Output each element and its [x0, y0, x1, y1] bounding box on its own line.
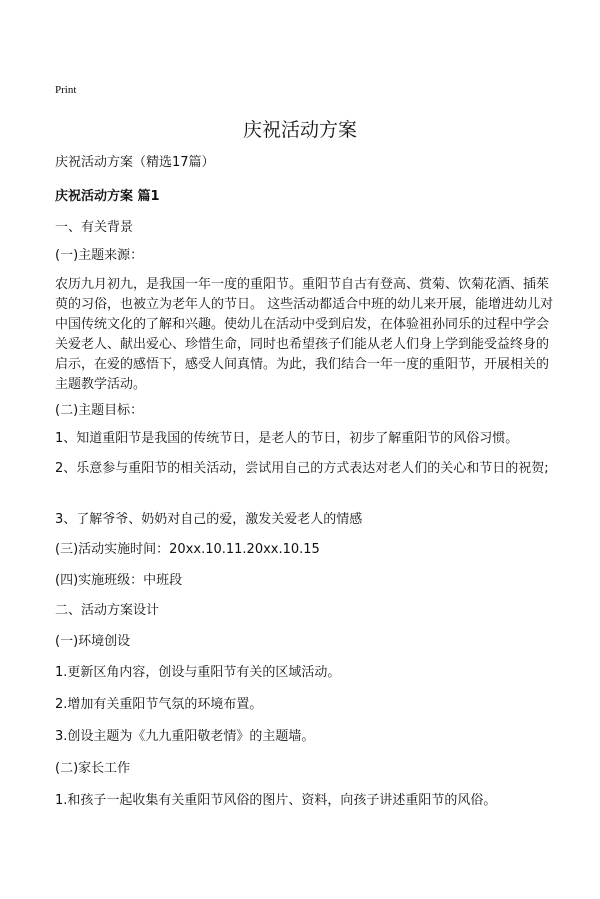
paragraph-goal-2: 2、乐意参与重阳节的相关活动，尝试用自己的方式表达对老人们的关心和节日的祝贺; — [55, 461, 549, 476]
paragraph-goal-1: 1、知道重阳节是我国的传统节日，是老人的节日，初步了解重阳节的风俗习惯。 — [55, 431, 519, 446]
paragraph-background-heading: 一、有关背景 — [55, 220, 134, 235]
paragraph-environment-item-3: 3.创设主题为《九九重阳敬老情》的主题墙。 — [55, 729, 315, 744]
paragraph-environment-heading: (一)环境创设 — [55, 634, 131, 649]
paragraph-environment-item-1: 1.更新区角内容，创设与重阳节有关的区域活动。 — [55, 665, 341, 680]
document-title: 庆祝活动方案 — [242, 119, 357, 141]
paragraph-activity-design-heading: 二、活动方案设计 — [55, 603, 160, 618]
paragraph-activity-time: (三)活动实施时间：20xx.10.11.20xx.10.15 — [55, 542, 320, 557]
paragraph-parent-work-heading: (二)家长工作 — [55, 761, 131, 776]
print-label: Print — [55, 84, 77, 96]
paragraph-environment-item-2: 2.增加有关重阳节气氛的环境布置。 — [55, 697, 263, 712]
paragraph-theme-goals-heading: (二)主题目标： — [55, 403, 144, 418]
paragraph-theme-source-heading: (一)主题来源： — [55, 248, 144, 263]
paragraph-theme-source-body: 农历九月初九，是我国一年一度的重阳节。重阳节自古有登高、赏菊、饮菊花酒、插茱萸的习俗，也被立为老年人的节日。 这些活动都适合中班的幼儿来开展，能增进幼儿对中国传统文化的了解和兴趣。使幼儿在活动中受到启发，在体验祖孙同乐的过程中学会关爱老人、献出爱心、珍惜生命，同时也希望孩子们能从老人们身上学到能受益终身的启示，在爱的感悟下，感受人间真情。为此，我们结合一年一度的重阳节，开展相关的主题教学活动。 — [55, 277, 554, 392]
paragraph-goal-3: 3、了解爷爷、奶奶对自己的爱，激发关爱老人的情感 — [55, 512, 363, 527]
document-subtitle: 庆祝活动方案（精选17篇） — [55, 155, 215, 170]
paragraph-class-level: (四)实施班级：中班段 — [55, 573, 183, 588]
section-heading: 庆祝活动方案 篇1 — [55, 189, 160, 204]
paragraph-parent-work-item-1: 1.和孩子一起收集有关重阳节风俗的图片、资料，向孩子讲述重阳节的风俗。 — [55, 793, 497, 808]
